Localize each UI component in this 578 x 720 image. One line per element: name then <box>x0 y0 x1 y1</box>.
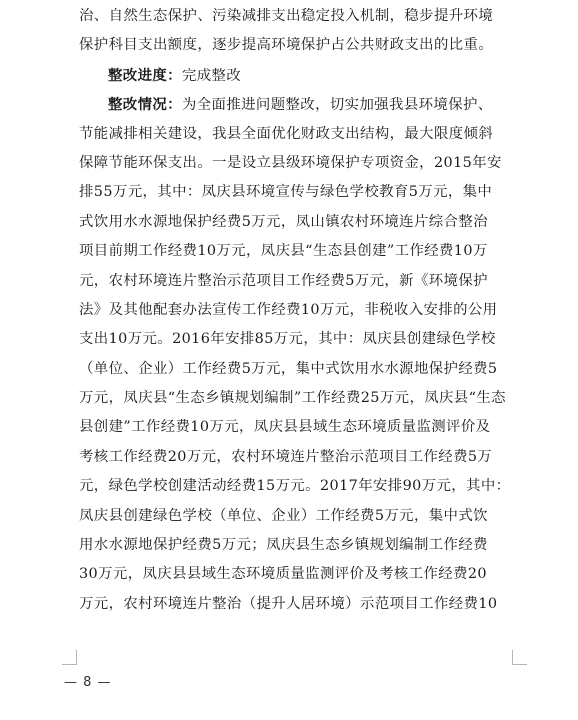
body-line: 节能减排相关建设，我县全面优化财政支出结构，最大限度倾斜 <box>79 125 494 142</box>
body-line: （单位、企业）工作经费5万元，集中式饮用水水源地保护经费5 <box>79 360 498 377</box>
margin-corner-mark-left <box>62 650 77 665</box>
page-number: — 8 — <box>64 675 112 690</box>
progress-paragraph <box>79 61 519 90</box>
body-line: 用水水源地保护经费5万元；凤庆县生态乡镇规划编制工作经费 <box>79 537 488 554</box>
body-line: 县创建”工作经费10万元，凤庆县县域生态环境质量监测评价及 <box>79 419 491 436</box>
document-body <box>79 2 519 619</box>
progress-label: 整改进度： <box>108 66 182 84</box>
body-line: 30万元，凤庆县县域生态环境质量监测评价及考核工作经费20 <box>79 566 487 583</box>
progress-value: 完成整改 <box>181 67 242 84</box>
body-line: 考核工作经费20万元，农村环境连片整治示范项目工作经费5万 <box>79 448 493 465</box>
body-line: 元，农村环境连片整治示范项目工作经费5万元，新《环境保护 <box>79 272 488 289</box>
body-line: 凤庆县创建绿色学校（单位、企业）工作经费5万元，集中式饮 <box>79 507 488 524</box>
body-line: 保障节能环保支出。一是设立县级环境保护专项资金，2015年安 <box>79 154 502 171</box>
situation-text: 为全面推进问题整改，切实加强我县环境保护、 <box>181 97 493 114</box>
body-line: 排55万元，其中：凤庆县环境宣传与绿色学校教育5万元，集中 <box>79 184 493 201</box>
body-line: 元，绿色学校创建活动经费15万元。2017年安排90万元，其中： <box>79 478 511 495</box>
body-line: 治、自然生态保护、污染减排支出稳定投入机制，稳步提升环境 <box>79 8 494 24</box>
body-line: 项目前期工作经费10万元，凤庆县“生态县创建”工作经费10万 <box>79 243 488 260</box>
body-line: 万元，农村环境连片整治（提升人居环境）示范项目工作经费10 <box>79 595 498 612</box>
situation-label: 整改情况： <box>108 96 182 114</box>
body-line: 支出10万元。2016年安排85万元，其中：凤庆县创建绿色学校 <box>79 331 496 348</box>
margin-corner-mark-right <box>512 650 527 665</box>
body-line: 保护科目支出额度，逐步提高环境保护占公共财政支出的比重。 <box>79 37 494 54</box>
body-line: 法》及其他配套办法宣传工作经费10万元，非税收入安排的公用 <box>79 301 498 318</box>
body-line: 万元，凤庆县“生态乡镇规划编制”工作经费25万元，凤庆县“生态 <box>79 390 506 407</box>
situation-paragraph-first-line <box>79 90 519 119</box>
body-line: 式饮用水水源地保护经费5万元，凤山镇农村环境连片综合整治 <box>79 213 488 230</box>
